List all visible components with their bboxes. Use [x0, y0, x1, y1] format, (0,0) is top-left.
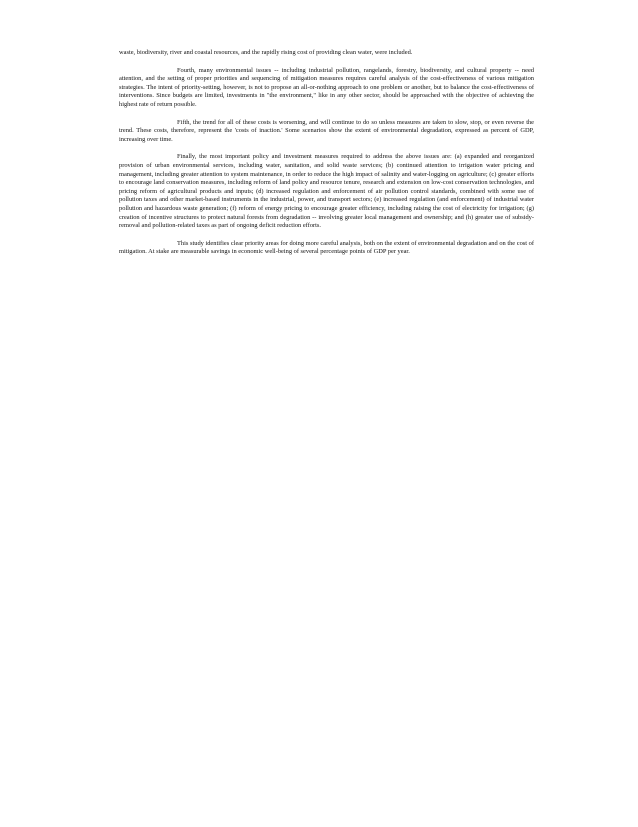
- document-page: [119, 49, 534, 266]
- paragraph-fourth: Fourth, many environmental issues -- including industrial pollution, rangelands, forestry, biodiversity, and cultural property -- need attention, and the setting of proper priorities and sequencing of mitigation measures requires careful analysis of the cost-effectiveness of various mitigation strategies. The intent of priority-setting, however, is not to propose an all-or-nothing approach to one problem or another, but to balance the cost-effectiveness of interventions. Since budgets are limited, investments in "the environment," like in any other sector, should be approached with the objective of achieving the highest rate of return possible.: [119, 66, 534, 108]
- paragraph-continuation: waste, biodiversity, river and coastal resources, and the rapidly rising cost of providing clean water, were included.: [119, 49, 413, 56]
- paragraph-conclusion: This study identifies clear priority areas for doing more careful analysis, both on the extent of environmental degradation and on the cost of mitigation. At stake are measurable savings in economic well-being of several percentage points of GDP per year.: [119, 239, 534, 256]
- paragraph-finally: Finally, the most important policy and investment measures required to address the above issues are: (a) expanded and reorganized provision of urban environmental services, including water, sanitation, and solid waste services; (b) continued attention to irrigation water pricing and management, including greater attention to system maintenance, in order to reduce the high impact of salinity and water-logging on agriculture; (c) greater efforts to encourage land conservation measures, including reform of land policy and resource tenure, research and extension on low-cost conservation technologies, and pricing reform of agricultural products and inputs; (d) increased regulation and enforcement of air pollution control standards, combined with some use of pollution taxes and other market-based instruments in the industrial, power, and transport sectors; (e) increased regulation (and enforcement) of industrial water pollution and hazardous waste generation; (f) reform of energy pricing to encourage greater efficiency, including raising the cost of electricity for irrigation; (g) creation of incentive structures to protect natural forests from degradation -- involving greater local management and ownership; and (h) greater use of subsidy-removal and pollution-related taxes as part of ongoing deficit reduction efforts.: [119, 153, 534, 230]
- paragraph-fifth: Fifth, the trend for all of these costs is worsening, and will continue to do so unless measures are taken to slow, stop, or even reverse the trend. These costs, therefore, represent the 'costs of inaction.' Some scenarios show the extent of environmental degradation, expressed as percent of GDP, increasing over time.: [119, 118, 534, 143]
